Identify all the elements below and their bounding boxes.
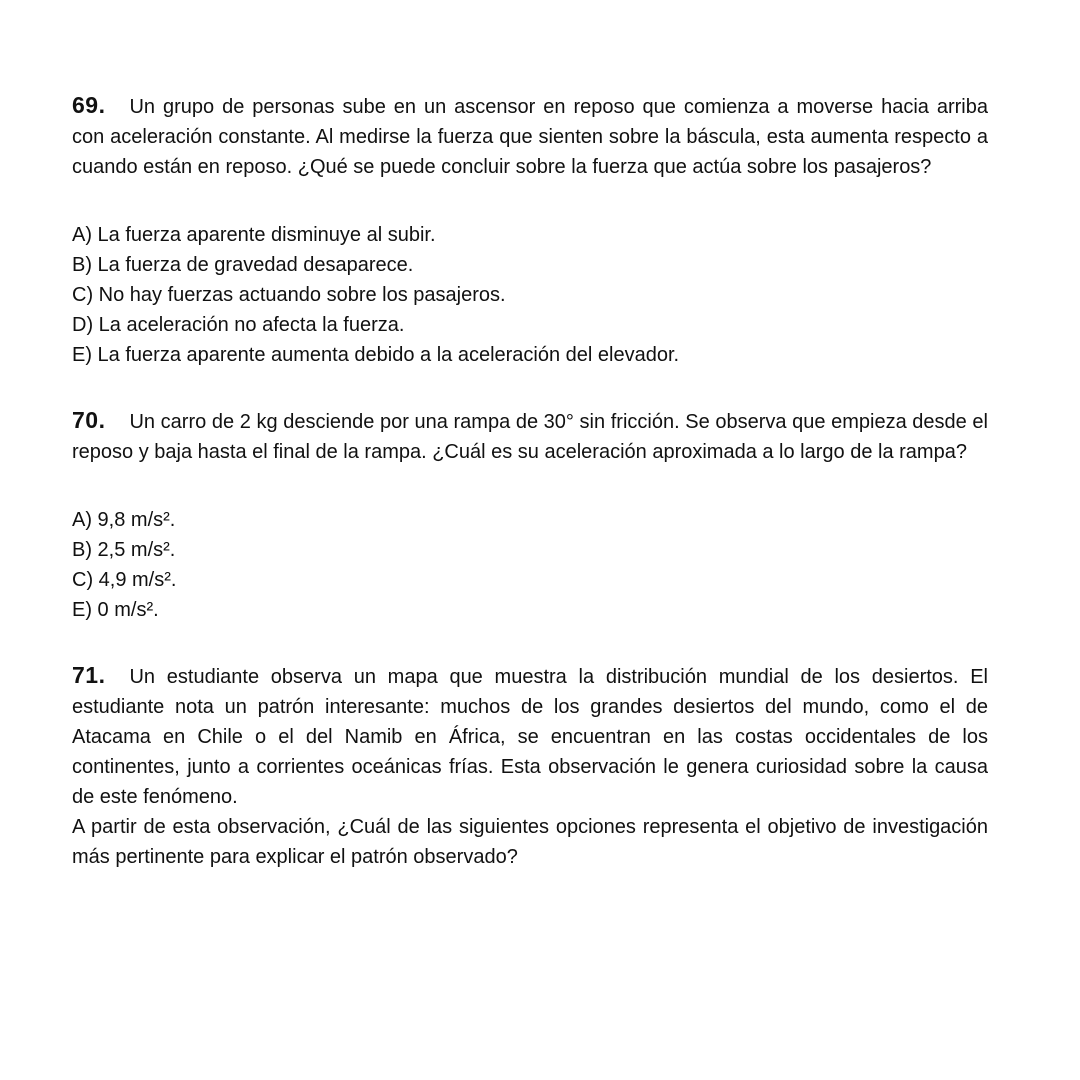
question-69-option-d: D) La aceleración no afecta la fuerza. bbox=[72, 314, 405, 336]
question-70-option-a: A) 9,8 m/s². bbox=[72, 509, 176, 531]
question-70-option-b: B) 2,5 m/s². bbox=[72, 539, 176, 561]
question-70-option-e: E) 0 m/s². bbox=[72, 599, 159, 621]
question-69-number: 69. bbox=[72, 92, 106, 118]
question-69-paragraph bbox=[72, 90, 988, 182]
question-71-text-continued: A partir de esta observación, ¿Cuál de las siguientes opciones representa el objetivo de investigación más pertinente para explicar el patrón observado? bbox=[72, 816, 988, 868]
question-69-option-e: E) La fuerza aparente aumenta debido a la aceleración del elevador. bbox=[72, 344, 680, 366]
question-71 bbox=[72, 660, 988, 872]
question-70 bbox=[72, 405, 988, 625]
question-70-paragraph bbox=[72, 405, 988, 467]
question-71-text: Un estudiante observa un mapa que muestra la distribución mundial de los desiertos. El estudiante nota un patrón interesante: muchos de los grandes desiertos del mundo, como el de Atacama en Chile o el del Namib en África, se encuentran en las costas occidentales de los continentes, junto a corrientes oceánicas frías. Esta observación le genera curiosidad sobre la causa de este fenómeno. bbox=[72, 666, 988, 808]
question-69 bbox=[72, 90, 988, 370]
question-69-text: Un grupo de personas sube en un ascensor en reposo que comienza a moverse hacia arriba con aceleración constante. Al medirse la fuerza que sienten sobre la báscula, esta aumenta respecto a cuando están en reposo. ¿Qué se puede concluir sobre la fuerza que actúa sobre los pasajeros? bbox=[72, 96, 988, 178]
question-71-number: 71. bbox=[72, 662, 106, 688]
question-69-option-a: A) La fuerza aparente disminuye al subir. bbox=[72, 224, 436, 246]
question-69-option-c: C) No hay fuerzas actuando sobre los pasajeros. bbox=[72, 284, 506, 306]
question-70-option-c: C) 4,9 m/s². bbox=[72, 569, 177, 591]
question-70-number: 70. bbox=[72, 407, 106, 433]
question-70-text: Un carro de 2 kg desciende por una rampa de 30° sin fricción. Se observa que empieza desde el reposo y baja hasta el final de la rampa. ¿Cuál es su aceleración aproximada a lo largo de la rampa? bbox=[72, 411, 988, 463]
question-71-text-block bbox=[72, 660, 988, 812]
question-70-options bbox=[72, 505, 988, 625]
question-69-options bbox=[72, 220, 988, 370]
question-69-option-b: B) La fuerza de gravedad desaparece. bbox=[72, 254, 414, 276]
question-71-paragraph bbox=[72, 660, 988, 872]
